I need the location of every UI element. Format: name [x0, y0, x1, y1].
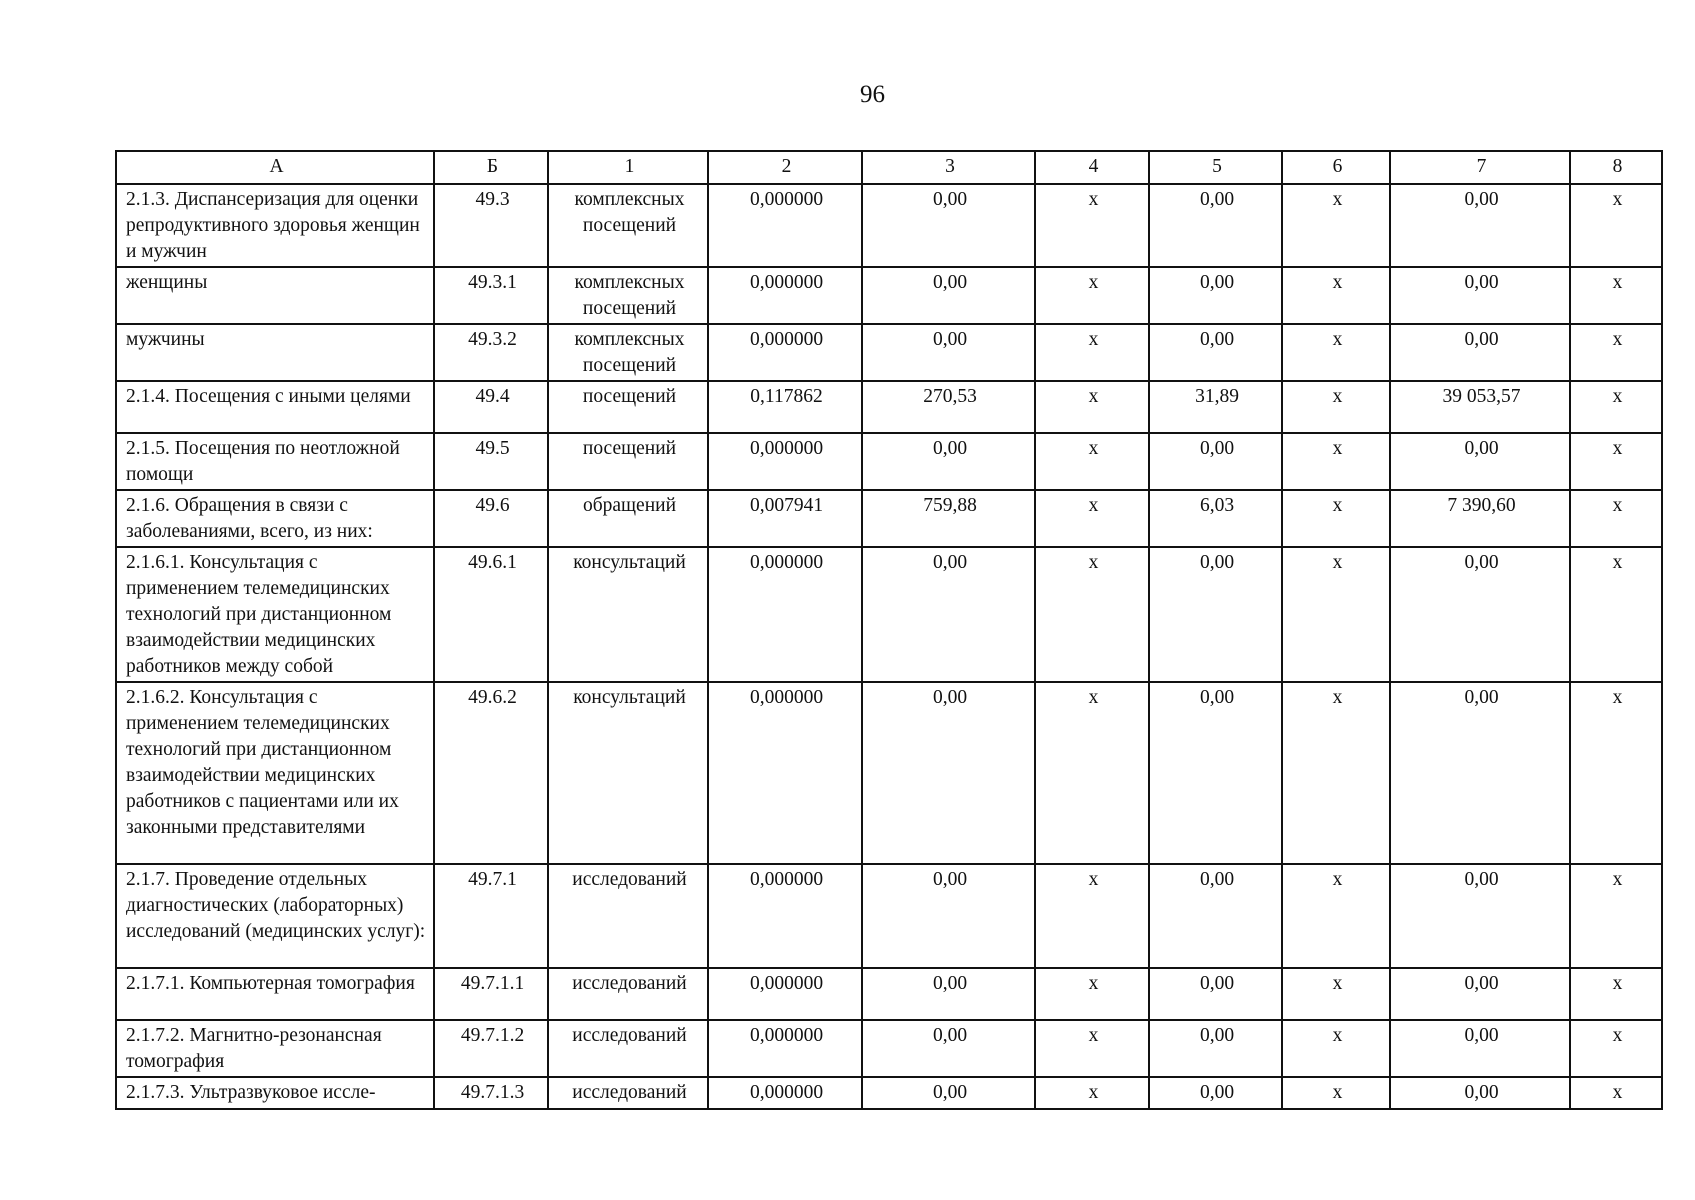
table-row — [116, 324, 1662, 381]
unit-cell: комплексных посещений — [548, 184, 708, 267]
table-row — [116, 1020, 1662, 1077]
value-cell: х — [1035, 864, 1149, 968]
value-cell: 0,000000 — [708, 184, 862, 267]
value-cell: 0,00 — [1149, 324, 1282, 381]
unit-cell: исследований — [548, 1077, 708, 1109]
value-cell: 0,00 — [862, 968, 1035, 1020]
value-cell: 0,00 — [862, 324, 1035, 381]
row-label-cell: мужчины — [116, 324, 434, 381]
value-cell: 0,00 — [1390, 547, 1570, 682]
value-cell: 0,00 — [1149, 184, 1282, 267]
value-cell: 0,00 — [1390, 968, 1570, 1020]
column-header: А — [116, 151, 434, 184]
value-cell: х — [1570, 547, 1662, 682]
column-header: 1 — [548, 151, 708, 184]
row-label-cell: 2.1.7.3. Ультразвуковое иссле- — [116, 1077, 434, 1109]
value-cell: 0,000000 — [708, 433, 862, 490]
data-table — [115, 150, 1663, 1110]
column-header: 5 — [1149, 151, 1282, 184]
value-cell: 0,00 — [1149, 433, 1282, 490]
value-cell: 31,89 — [1149, 381, 1282, 433]
value-cell: х — [1282, 267, 1390, 324]
row-code-cell: 49.7.1.1 — [434, 968, 548, 1020]
value-cell: х — [1282, 864, 1390, 968]
row-code-cell: 49.5 — [434, 433, 548, 490]
value-cell: х — [1570, 267, 1662, 324]
value-cell: 0,00 — [862, 864, 1035, 968]
value-cell: х — [1282, 381, 1390, 433]
value-cell: х — [1035, 184, 1149, 267]
value-cell: 0,00 — [1149, 1077, 1282, 1109]
value-cell: 0,00 — [1149, 682, 1282, 864]
column-header: 6 — [1282, 151, 1390, 184]
row-code-cell: 49.3.1 — [434, 267, 548, 324]
value-cell: х — [1570, 324, 1662, 381]
value-cell: 0,00 — [1149, 267, 1282, 324]
table-header-row — [116, 151, 1662, 184]
unit-cell: консультаций — [548, 547, 708, 682]
value-cell: х — [1570, 864, 1662, 968]
value-cell: 759,88 — [862, 490, 1035, 547]
value-cell: 0,00 — [862, 267, 1035, 324]
value-cell: х — [1570, 1077, 1662, 1109]
value-cell: 7 390,60 — [1390, 490, 1570, 547]
row-label-cell: 2.1.4. Посещения с иными целями — [116, 381, 434, 433]
row-label-cell: 2.1.7.2. Магнитно-резонансная томография — [116, 1020, 434, 1077]
value-cell: х — [1570, 682, 1662, 864]
value-cell: х — [1035, 547, 1149, 682]
unit-cell: комплексных посещений — [548, 267, 708, 324]
table-row — [116, 433, 1662, 490]
unit-cell: исследований — [548, 1020, 708, 1077]
row-code-cell: 49.4 — [434, 381, 548, 433]
unit-cell: посещений — [548, 433, 708, 490]
value-cell: 0,00 — [1390, 682, 1570, 864]
table-row — [116, 381, 1662, 433]
value-cell: 0,000000 — [708, 968, 862, 1020]
value-cell: х — [1282, 968, 1390, 1020]
value-cell: 0,000000 — [708, 324, 862, 381]
value-cell: 0,00 — [1390, 1077, 1570, 1109]
table-row — [116, 682, 1662, 864]
row-code-cell: 49.6 — [434, 490, 548, 547]
value-cell: х — [1570, 1020, 1662, 1077]
value-cell: 0,000000 — [708, 1020, 862, 1077]
value-cell: х — [1282, 1077, 1390, 1109]
row-code-cell: 49.7.1.3 — [434, 1077, 548, 1109]
value-cell: х — [1282, 433, 1390, 490]
unit-cell: исследований — [548, 864, 708, 968]
unit-cell: исследований — [548, 968, 708, 1020]
value-cell: 0,00 — [862, 547, 1035, 682]
table-row — [116, 968, 1662, 1020]
page-number: 96 — [860, 81, 885, 108]
row-label-cell: 2.1.6.2. Консультация с применением телемедицинских технологий при дистанционном взаимодействии медицинских работников с пациентами или их законными представителями — [116, 682, 434, 864]
unit-cell: обращений — [548, 490, 708, 547]
table-row — [116, 490, 1662, 547]
row-code-cell: 49.7.1.2 — [434, 1020, 548, 1077]
value-cell: 0,00 — [1390, 864, 1570, 968]
value-cell: х — [1282, 682, 1390, 864]
value-cell: х — [1035, 1077, 1149, 1109]
value-cell: 0,00 — [1390, 1020, 1570, 1077]
value-cell: 0,000000 — [708, 682, 862, 864]
row-code-cell: 49.6.2 — [434, 682, 548, 864]
table-row — [116, 267, 1662, 324]
unit-cell: консультаций — [548, 682, 708, 864]
value-cell: 0,00 — [862, 682, 1035, 864]
value-cell: 0,00 — [862, 1020, 1035, 1077]
value-cell: х — [1035, 1020, 1149, 1077]
value-cell: х — [1282, 184, 1390, 267]
value-cell: 0,117862 — [708, 381, 862, 433]
row-label-cell: 2.1.7. Проведение отдельных диагностических (лабораторных) исследований (медицинских услуг): — [116, 864, 434, 968]
value-cell: 0,00 — [1149, 968, 1282, 1020]
table-body — [116, 184, 1662, 1109]
value-cell: 0,00 — [1390, 324, 1570, 381]
unit-cell: посещений — [548, 381, 708, 433]
table-row — [116, 864, 1662, 968]
value-cell: х — [1035, 433, 1149, 490]
value-cell: х — [1570, 381, 1662, 433]
value-cell: 0,00 — [1390, 267, 1570, 324]
value-cell: х — [1035, 490, 1149, 547]
value-cell: х — [1035, 324, 1149, 381]
value-cell: 0,00 — [862, 1077, 1035, 1109]
value-cell: х — [1035, 682, 1149, 864]
value-cell: х — [1570, 184, 1662, 267]
column-header: 3 — [862, 151, 1035, 184]
value-cell: 0,00 — [1149, 547, 1282, 682]
value-cell: х — [1570, 490, 1662, 547]
value-cell: х — [1282, 1020, 1390, 1077]
value-cell: 39 053,57 — [1390, 381, 1570, 433]
table-row — [116, 184, 1662, 267]
value-cell: х — [1035, 267, 1149, 324]
value-cell: 0,000000 — [708, 547, 862, 682]
row-label-cell: 2.1.5. Посещения по неотложной помощи — [116, 433, 434, 490]
value-cell: 0,00 — [1390, 184, 1570, 267]
value-cell: 0,00 — [1149, 864, 1282, 968]
column-header: 4 — [1035, 151, 1149, 184]
value-cell: 270,53 — [862, 381, 1035, 433]
row-label-cell: 2.1.6. Обращения в связи с заболеваниями, всего, из них: — [116, 490, 434, 547]
value-cell: х — [1282, 547, 1390, 682]
value-cell: 0,000000 — [708, 864, 862, 968]
row-code-cell: 49.6.1 — [434, 547, 548, 682]
column-header: 7 — [1390, 151, 1570, 184]
value-cell: 0,000000 — [708, 267, 862, 324]
row-label-cell: 2.1.3. Диспансеризация для оценки репродуктивного здоровья женщин и мужчин — [116, 184, 434, 267]
value-cell: 0,00 — [862, 433, 1035, 490]
value-cell: 0,00 — [1149, 1020, 1282, 1077]
value-cell: х — [1035, 968, 1149, 1020]
column-header: 8 — [1570, 151, 1662, 184]
value-cell: х — [1282, 324, 1390, 381]
table-row — [116, 1077, 1662, 1109]
row-label-cell: 2.1.7.1. Компьютерная томография — [116, 968, 434, 1020]
value-cell: х — [1570, 433, 1662, 490]
value-cell: 0,007941 — [708, 490, 862, 547]
value-cell: 0,00 — [862, 184, 1035, 267]
row-label-cell: женщины — [116, 267, 434, 324]
column-header: 2 — [708, 151, 862, 184]
value-cell: 0,000000 — [708, 1077, 862, 1109]
row-code-cell: 49.3.2 — [434, 324, 548, 381]
value-cell: х — [1035, 381, 1149, 433]
unit-cell: комплексных посещений — [548, 324, 708, 381]
value-cell: 0,00 — [1390, 433, 1570, 490]
value-cell: 6,03 — [1149, 490, 1282, 547]
value-cell: х — [1570, 968, 1662, 1020]
value-cell: х — [1282, 490, 1390, 547]
row-label-cell: 2.1.6.1. Консультация с применением телемедицинских технологий при дистанционном взаимодействии медицинских работников между собой — [116, 547, 434, 682]
column-header: Б — [434, 151, 548, 184]
table-row — [116, 547, 1662, 682]
row-code-cell: 49.7.1 — [434, 864, 548, 968]
row-code-cell: 49.3 — [434, 184, 548, 267]
